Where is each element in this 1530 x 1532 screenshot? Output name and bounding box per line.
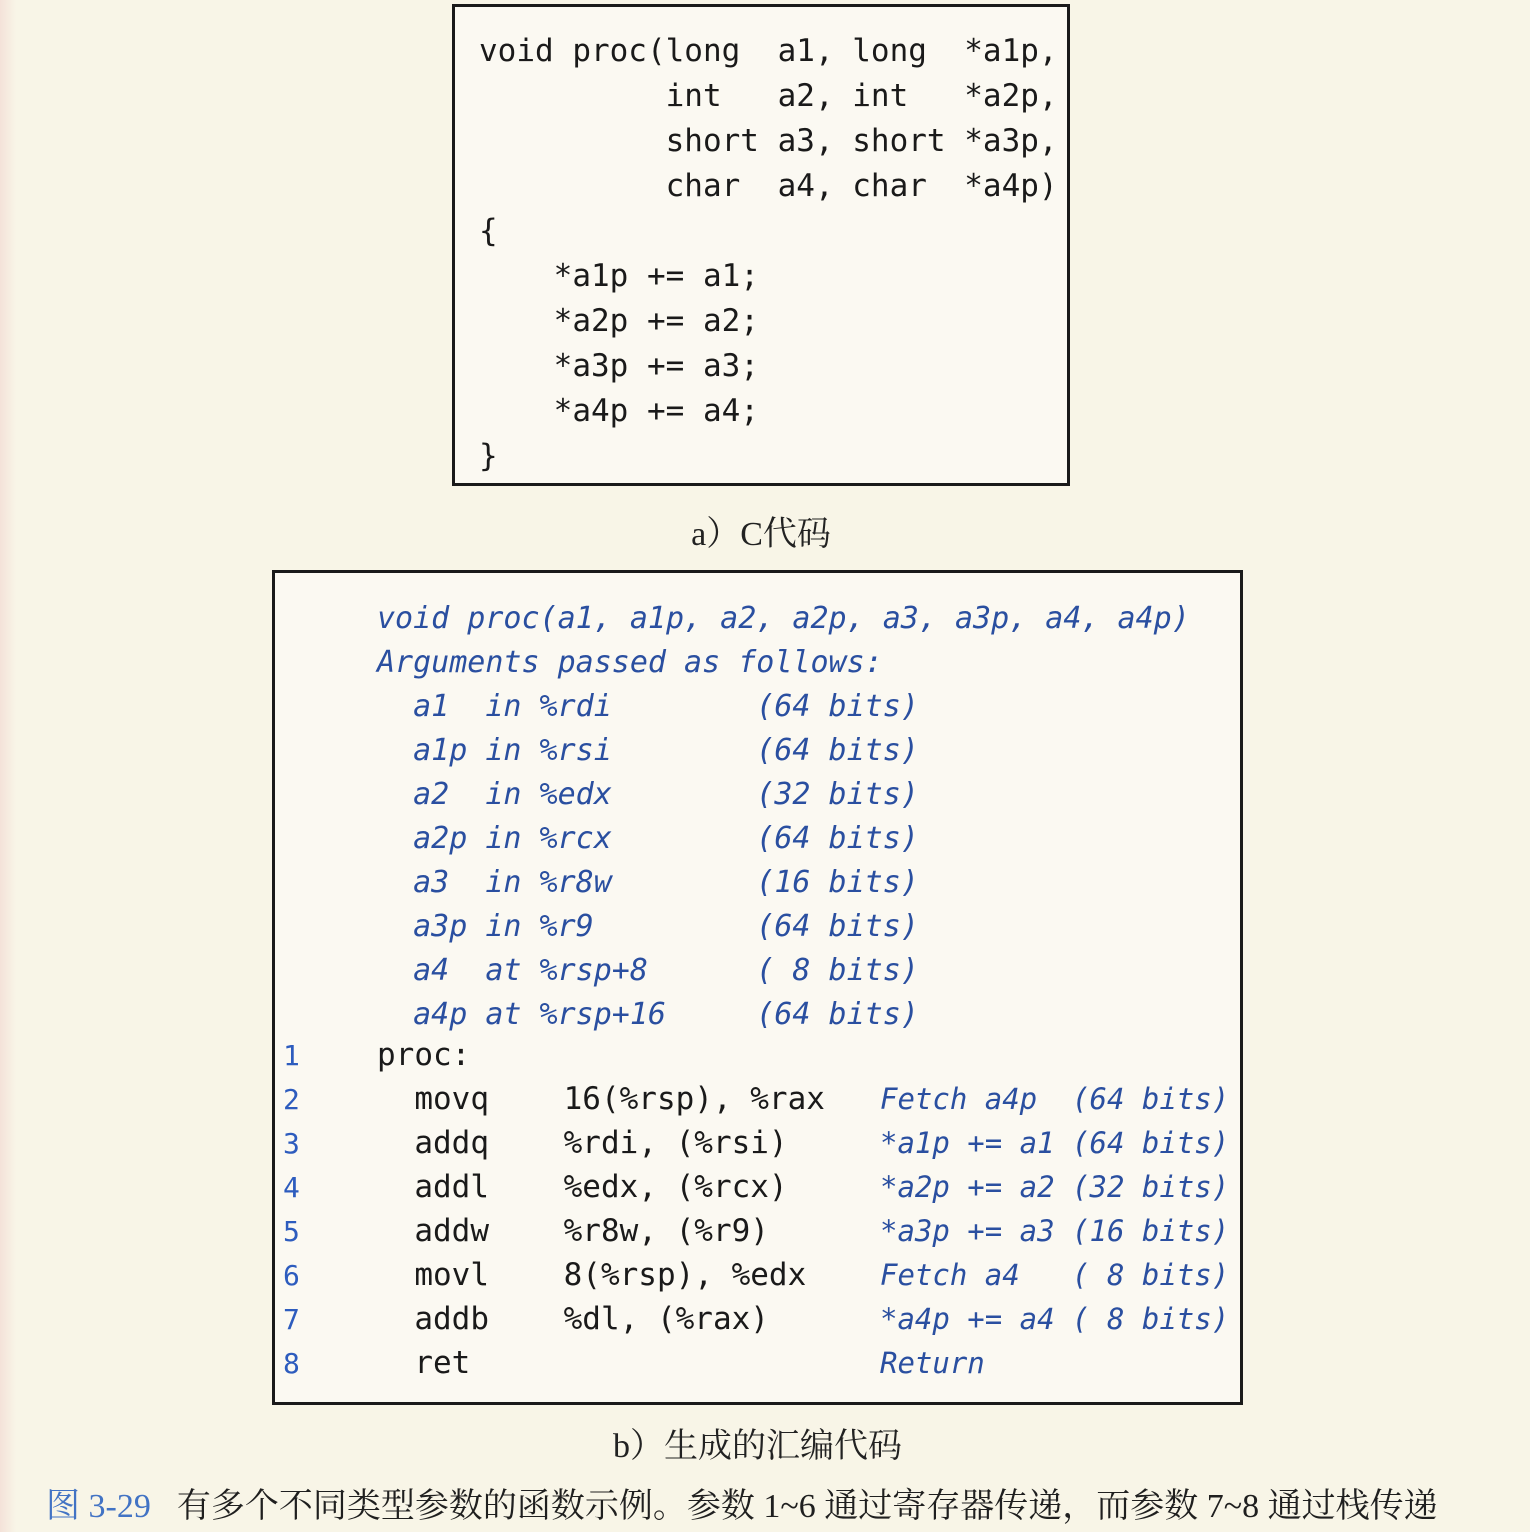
asm-line-row xyxy=(275,1345,1240,1389)
figure-caption xyxy=(46,1478,1526,1527)
asm-line-row xyxy=(275,1301,1240,1345)
asm-header-comment: a1 in %rdi (64 bits) xyxy=(377,689,919,724)
asm-instruction: addb %dl, (%rax) xyxy=(377,1301,769,1337)
panel-b-caption: b）生成的汇编代码 xyxy=(613,1428,902,1465)
line-number: 8 xyxy=(283,1347,300,1380)
asm-instruction: addl %edx, (%rcx) xyxy=(377,1169,788,1205)
asm-line-row xyxy=(275,1257,1240,1301)
c-code-panel xyxy=(452,4,1070,486)
line-number: 4 xyxy=(283,1171,300,1204)
c-code-line: *a3p += a3; xyxy=(479,348,759,384)
asm-instruction: proc: xyxy=(377,1037,471,1073)
c-code-line: short a3, short *a3p, xyxy=(479,123,1058,159)
c-code-block xyxy=(455,7,1067,479)
figure-caption-text: 有多个不同类型参数的函数示例。参数 1~6 通过寄存器传递，而参数 7~8 通过栈传递 xyxy=(176,1488,1438,1525)
asm-instruction: addw %r8w, (%r9) xyxy=(377,1213,769,1249)
asm-header-comment: a2 in %edx (32 bits) xyxy=(377,777,919,812)
asm-header-comment: void proc(a1, a1p, a2, a2p, a3, a3p, a4, a4p) xyxy=(377,601,1190,636)
asm-instruction: addq %rdi, (%rsi) xyxy=(377,1125,788,1161)
c-code-line: void proc(long a1, long *a1p, xyxy=(479,33,1058,69)
figure-label: 图 3-29 xyxy=(46,1488,151,1525)
c-code-line: } xyxy=(479,438,498,474)
asm-instruction: ret xyxy=(377,1345,471,1381)
panel-a-caption: a）C代码 xyxy=(691,516,831,553)
asm-instruction: movl 8(%rsp), %edx xyxy=(377,1257,807,1293)
line-number: 5 xyxy=(283,1215,300,1248)
asm-line-comment: *a3p += a3 (16 bits) xyxy=(880,1214,1230,1248)
asm-line-row xyxy=(275,1125,1240,1169)
line-number: 7 xyxy=(283,1303,300,1336)
line-number: 1 xyxy=(283,1039,300,1072)
asm-line-row xyxy=(275,1081,1240,1125)
c-code-line: *a2p += a2; xyxy=(479,303,759,339)
c-code-line: *a4p += a4; xyxy=(479,393,759,429)
scan-page-edge xyxy=(0,0,16,1532)
line-number: 2 xyxy=(283,1083,300,1116)
asm-line-row xyxy=(275,1213,1240,1257)
asm-line-comment: Return xyxy=(880,1346,985,1380)
asm-header-comment: a1p in %rsi (64 bits) xyxy=(377,733,919,768)
asm-header-comment: a3p in %r9 (64 bits) xyxy=(377,909,919,944)
asm-line-row xyxy=(275,1037,1240,1081)
asm-header-comment: a2p in %rcx (64 bits) xyxy=(377,821,919,856)
c-code-line: char a4, char *a4p) xyxy=(479,168,1058,204)
asm-line-comment: *a4p += a4 ( 8 bits) xyxy=(880,1302,1230,1336)
assembly-panel xyxy=(272,570,1243,1405)
asm-line-row xyxy=(275,1169,1240,1213)
asm-header-comment: a3 in %r8w (16 bits) xyxy=(377,865,919,900)
asm-line-comment: *a1p += a1 (64 bits) xyxy=(880,1126,1230,1160)
asm-line-comment: Fetch a4p (64 bits) xyxy=(880,1082,1230,1116)
c-code-line: *a1p += a1; xyxy=(479,258,759,294)
asm-line-comment: Fetch a4 ( 8 bits) xyxy=(880,1258,1230,1292)
asm-header-comment: a4p at %rsp+16 (64 bits) xyxy=(377,997,919,1032)
asm-header-comment: Arguments passed as follows: xyxy=(377,645,883,680)
asm-header-comment: a4 at %rsp+8 ( 8 bits) xyxy=(377,953,919,988)
c-code-line: int a2, int *a2p, xyxy=(479,78,1058,114)
assembly-block xyxy=(275,573,1240,1389)
asm-instruction: movq 16(%rsp), %rax xyxy=(377,1081,825,1117)
c-code-line: { xyxy=(479,213,498,249)
asm-line-comment: *a2p += a2 (32 bits) xyxy=(880,1170,1230,1204)
line-number: 3 xyxy=(283,1127,300,1160)
line-number: 6 xyxy=(283,1259,300,1292)
